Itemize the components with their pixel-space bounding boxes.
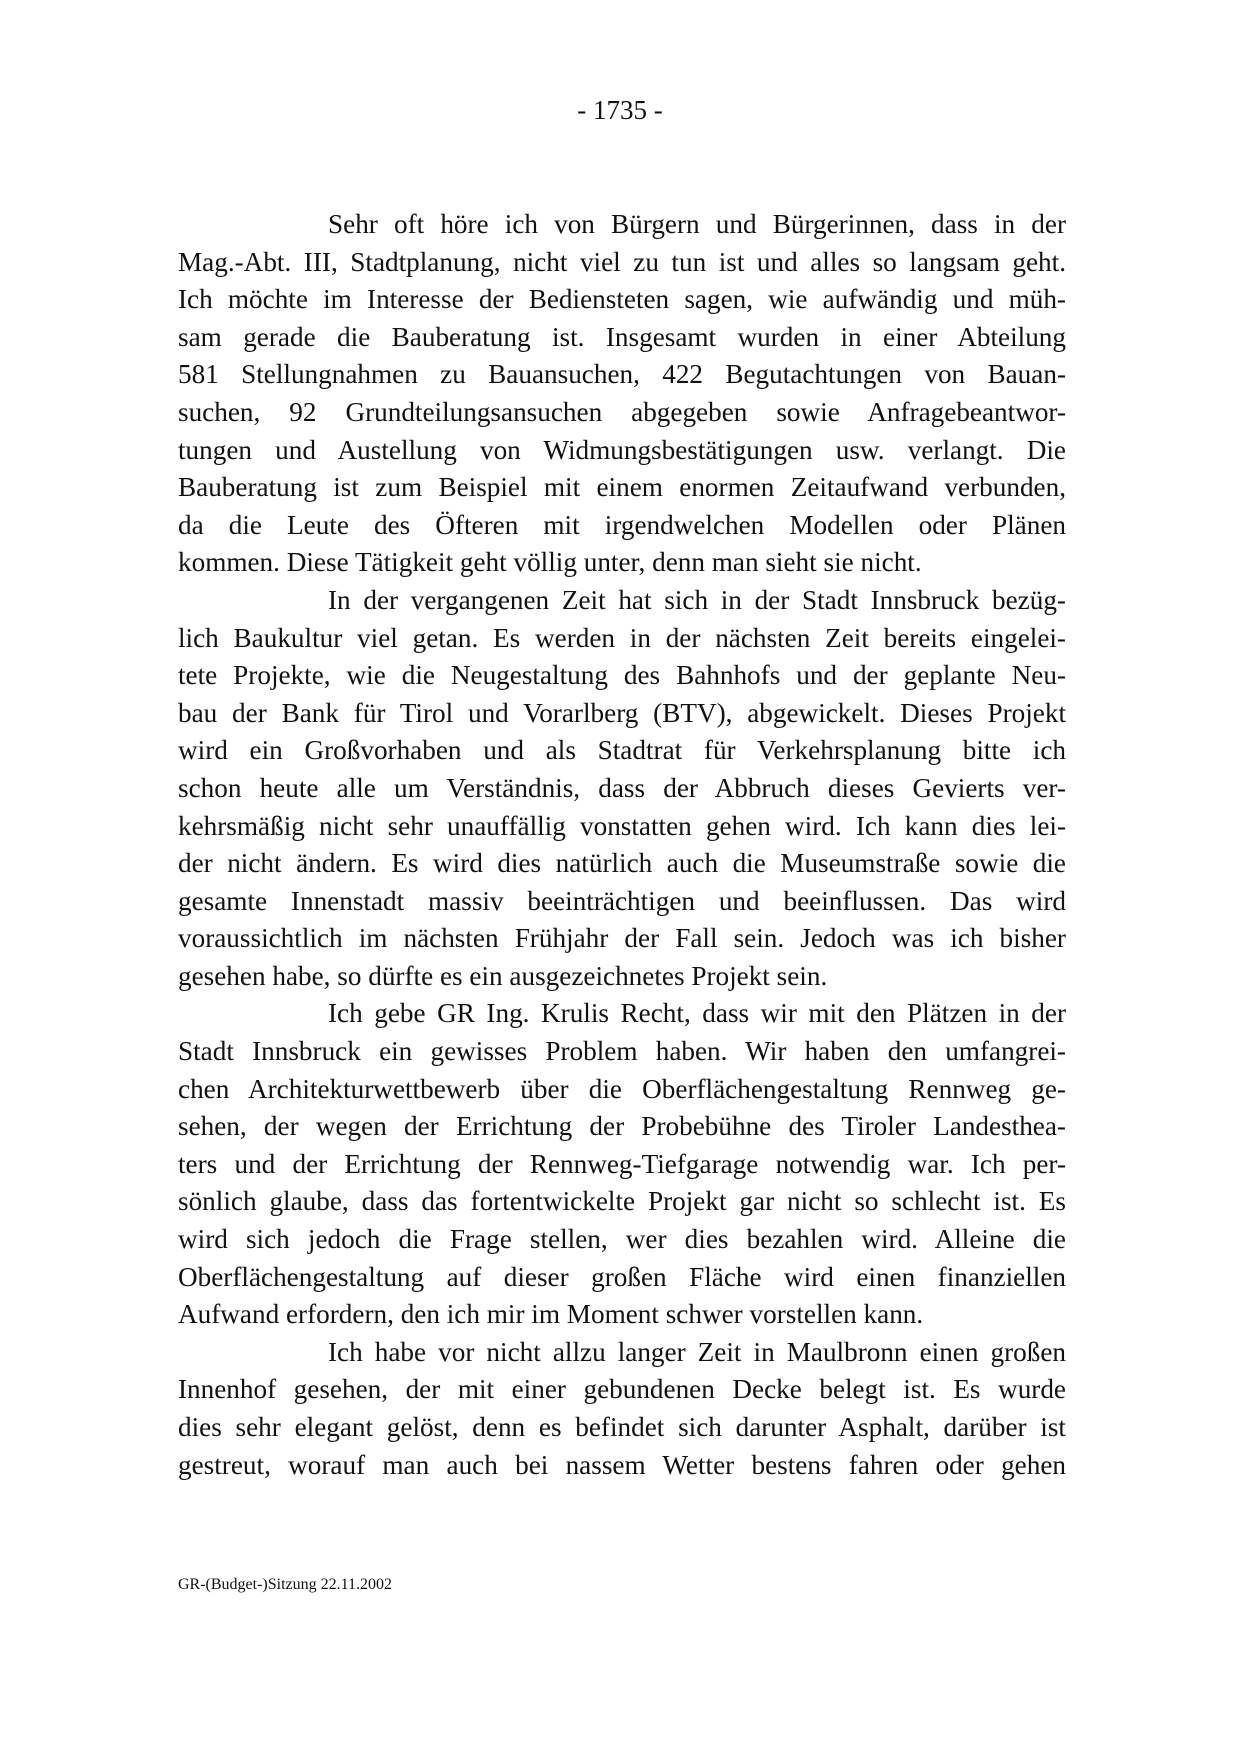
text-line: Innenhof gesehen, der mit einer gebundenen Decke belegt ist. Es wurde	[178, 1374, 1066, 1405]
text-line: gesehen habe, so dürfte es ein ausgezeichnetes Projekt sein.	[178, 960, 828, 991]
page-number: - 1735 -	[577, 95, 663, 125]
paragraph-4	[178, 1334, 1066, 1484]
text-line: Sehr oft höre ich von Bürgern und Bürgerinnen, dass in der	[328, 209, 1066, 239]
text-line: kommen. Diese Tätigkeit geht völlig unter, denn man sieht sie nicht.	[178, 547, 922, 578]
text-line: Ich möchte im Interesse der Bediensteten sagen, wie aufwändig und müh-	[178, 284, 1066, 315]
text-line: der nicht ändern. Es wird dies natürlich auch die Museumstraße sowie die	[178, 848, 1066, 879]
paragraph-2	[178, 582, 1066, 996]
page-footer: GR-(Budget-)Sitzung 22.11.2002	[178, 1576, 393, 1593]
text-line: schon heute alle um Verständnis, dass der Abbruch dieses Gevierts ver-	[178, 772, 1066, 803]
body-text	[178, 206, 1066, 1484]
text-line: tungen und Austellung von Widmungsbestätigungen usw. verlangt. Die	[178, 434, 1066, 465]
text-line: Aufwand erfordern, den ich mir im Moment schwer vorstellen kann.	[178, 1299, 924, 1330]
text-line: Oberflächengestaltung auf dieser großen Fläche wird einen finanziellen	[178, 1261, 1066, 1292]
text-line: voraussichtlich im nächsten Frühjahr der Fall sein. Jedoch was ich bisher	[178, 923, 1066, 954]
text-line: Ich habe vor nicht allzu langer Zeit in Maulbronn einen großen	[328, 1336, 1066, 1367]
paragraph-1	[178, 206, 1066, 582]
text-line: 581 Stellungnahmen zu Bauansuchen, 422 Begutachtungen von Bauan-	[178, 359, 1066, 390]
text-line: lich Baukultur viel getan. Es werden in der nächsten Zeit bereits eingelei-	[178, 622, 1066, 653]
text-line: bau der Bank für Tirol und Vorarlberg (BTV), abgewickelt. Dieses Projekt	[178, 697, 1066, 728]
text-line: chen Architekturwettbewerb über die Oberflächengestaltung Rennweg ge-	[178, 1073, 1066, 1104]
paragraph-3	[178, 995, 1066, 1333]
text-line: dies sehr elegant gelöst, denn es befindet sich darunter Asphalt, darüber ist	[178, 1412, 1066, 1442]
text-line: Ich gebe GR Ing. Krulis Recht, dass wir mit den Plätzen in der	[328, 998, 1066, 1029]
text-line: suchen, 92 Grundteilungsansuchen abgegeben sowie Anfragebeantwor-	[178, 396, 1066, 427]
text-line: da die Leute des Öfteren mit irgendwelchen Modellen oder Plänen	[178, 509, 1066, 540]
text-line: gestreut, worauf man auch bei nassem Wetter bestens fahren oder gehen	[178, 1449, 1066, 1480]
text-line: gesamte Innenstadt massiv beeinträchtigen und beeinflussen. Das wird	[178, 885, 1066, 916]
text-line: Mag.-Abt. III, Stadtplanung, nicht viel zu tun ist und alles so langsam geht.	[178, 246, 1066, 277]
text-line: wird sich jedoch die Frage stellen, wer dies bezahlen wird. Alleine die	[178, 1224, 1066, 1255]
text-line: In der vergangenen Zeit hat sich in der Stadt Innsbruck bezüg-	[328, 584, 1066, 615]
text-line: sehen, der wegen der Errichtung der Probebühne des Tiroler Landesthea-	[178, 1111, 1066, 1142]
text-line: Stadt Innsbruck ein gewisses Problem haben. Wir haben den umfangrei-	[178, 1036, 1066, 1067]
text-line: tete Projekte, wie die Neugestaltung des Bahnhofs und der geplante Neu-	[178, 660, 1066, 691]
text-line: ters und der Errichtung der Rennweg-Tiefgarage notwendig war. Ich per-	[178, 1148, 1066, 1179]
text-line: sam gerade die Bauberatung ist. Insgesamt wurden in einer Abteilung	[178, 321, 1066, 352]
text-line: kehrsmäßig nicht sehr unauffällig vonstatten gehen wird. Ich kann dies lei-	[178, 810, 1066, 841]
text-line: sönlich glaube, dass das fortentwickelte Projekt gar nicht so schlecht ist. Es	[178, 1186, 1066, 1217]
text-line: Bauberatung ist zum Beispiel mit einem enormen Zeitaufwand verbunden,	[178, 472, 1066, 503]
text-line: wird ein Großvorhaben und als Stadtrat für Verkehrsplanung bitte ich	[178, 735, 1066, 766]
